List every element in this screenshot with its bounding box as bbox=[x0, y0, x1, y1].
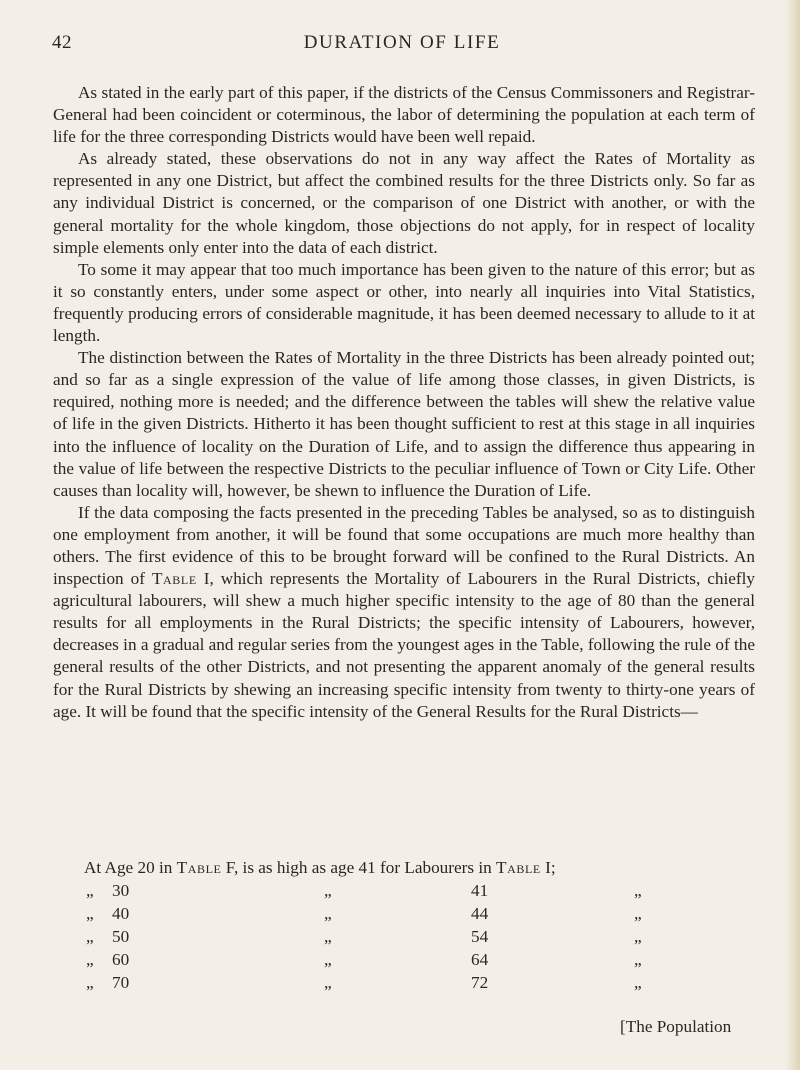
ditto-mark: „ bbox=[86, 881, 94, 900]
age-comparison-list bbox=[0, 858, 800, 1008]
labourer-age: 44 bbox=[471, 904, 489, 923]
running-title: DURATION OF LIFE bbox=[303, 32, 501, 53]
comparison-row bbox=[0, 973, 800, 995]
labourer-age: 41 bbox=[471, 881, 489, 900]
table-f-age: 70 bbox=[112, 973, 130, 992]
paragraph: To some it may appear that too much importance has been given to the nature of this error; but as it so constantly enters, under some aspect or other, into nearly all inquiries into Vital Statistics, frequently producing errors of considerable magnitude, it has been deemed necessary to allude to it at length. bbox=[53, 259, 755, 346]
labourer-age: 54 bbox=[471, 927, 489, 946]
ditto-mark: „ bbox=[634, 973, 642, 992]
ditto-mark: „ bbox=[86, 927, 94, 946]
ditto-mark: „ bbox=[634, 904, 642, 923]
comparison-row bbox=[0, 927, 800, 949]
comparison-row bbox=[0, 950, 800, 972]
paragraph: As stated in the early part of this paper, if the districts of the Census Commissoners and Registrar-General had been coincident or coterminous, the labor of determining the population at each term of life for the three corresponding Districts would have been well repaid. bbox=[53, 83, 755, 147]
ditto-mark: „ bbox=[86, 904, 94, 923]
ditto-mark: „ bbox=[324, 950, 332, 969]
ditto-mark: „ bbox=[324, 881, 332, 900]
paragraph-text: If the data composing the facts presented in the preceding Tables be analysed, so as to distinguish one employment from another, it will be found that some occupations are much more healthy than others. The first evidence of this to be brought forward will be confined to the Rural Districts. An inspection of bbox=[53, 502, 755, 589]
ditto-mark: „ bbox=[86, 950, 94, 969]
ditto-mark: „ bbox=[324, 927, 332, 946]
ditto-mark: „ bbox=[634, 927, 642, 946]
comparison-row bbox=[0, 904, 800, 926]
comparison-row bbox=[0, 881, 800, 903]
row-prefix: At Age 20 in Table F, is as high as age 41 for Labourers in Table I; bbox=[84, 858, 556, 877]
labourer-age: 72 bbox=[471, 973, 489, 992]
paragraph: The distinction between the Rates of Mortality in the three Districts has been already pointed out; and so far as a single expression of the value of life among those classes, in given Districts, is required, nothing more is needed; and the difference between the tables will shew the relative value of life in the given Districts. Hitherto it has been thought sufficient to rest at this stage in all inquiries into the influence of locality on the Duration of Life, and to assign the difference thus appearing in the value of life between the respective Districts to the peculiar influence of Town or City Life. Other causes than locality will, however, be shewn to influence the Duration of Life. bbox=[53, 348, 755, 500]
body-text bbox=[53, 82, 755, 723]
ditto-mark: „ bbox=[86, 973, 94, 992]
page-header bbox=[52, 32, 752, 58]
paragraph-text: , which represents the Mortality of Labourers in the Rural Districts, chiefly agricultural labourers, will shew a much higher specific intensity to the age of 80 than the general results for all employments in the Rural Districts; the specific intensity of Labourers, however, decreases in a gradual and regular series from the youngest ages in the Table, following the rule of the general results of the other Districts, and not presenting the apparent anomaly of the general results for the Rural Districts by shewing an increasing specific intensity from twenty to thirty-one years of age. It will be found that the specific intensity of the General Results for the Rural Districts— bbox=[53, 569, 755, 721]
ditto-mark: „ bbox=[634, 881, 642, 900]
table-f-age: 50 bbox=[112, 927, 130, 946]
ditto-mark: „ bbox=[634, 950, 642, 969]
comparison-row bbox=[0, 858, 800, 880]
labourer-age: 64 bbox=[471, 950, 489, 969]
table-f-age: 60 bbox=[112, 950, 130, 969]
table-reference-number: I bbox=[196, 569, 210, 589]
page-number: 42 bbox=[52, 32, 72, 53]
paragraph: As already stated, these observations do not in any way affect the Rates of Mortality as represented in any one District, but affect the combined results for the three Districts only. So far as any individual District is concerned, or the comparison of one District with another, or with the general mortality for the whole kingdom, those objections do not apply, for in respect of locality simple elements only enter into the data of each district. bbox=[53, 149, 755, 257]
paragraph bbox=[53, 502, 755, 723]
table-f-age: 30 bbox=[112, 881, 130, 900]
ditto-mark: „ bbox=[324, 904, 332, 923]
table-f-age: 40 bbox=[112, 904, 130, 923]
table-reference-word: Table bbox=[151, 569, 197, 589]
catchword: [The Population bbox=[620, 1017, 732, 1036]
ditto-mark: „ bbox=[324, 973, 332, 992]
